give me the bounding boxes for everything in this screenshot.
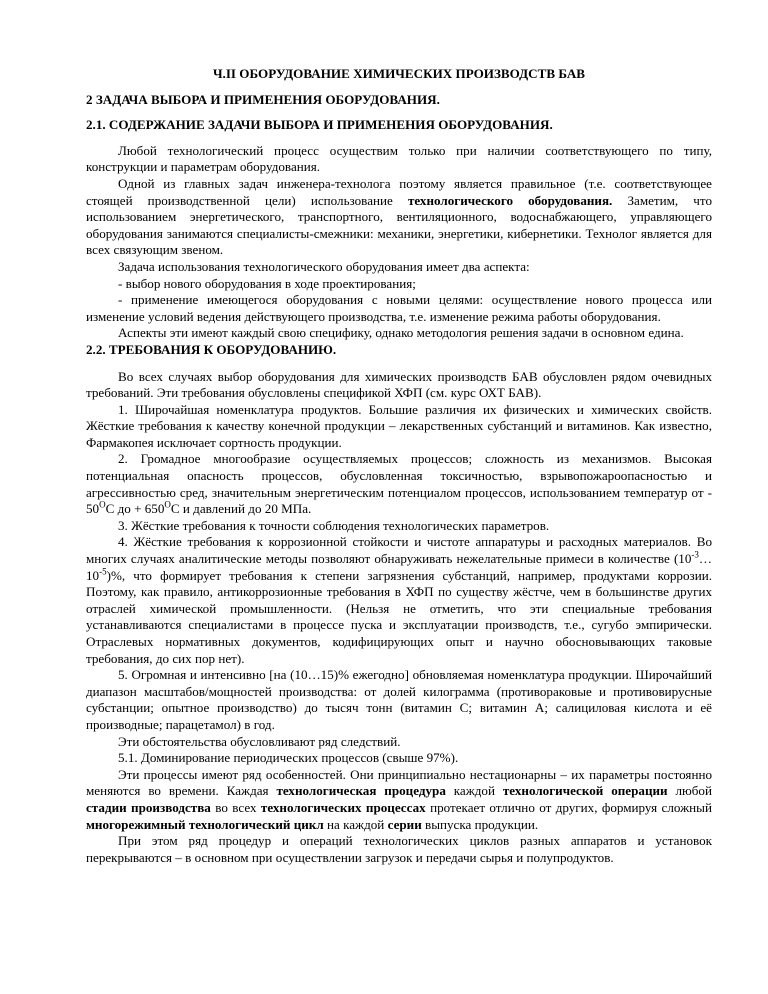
subsection-title-2-2: 2.2. ТРЕБОВАНИЯ К ОБОРУДОВАНИЮ. [86, 341, 337, 357]
bold-term: многорежимный технологический цикл [86, 816, 324, 832]
paragraph: Во всех случаях выбор оборудования для химических производств БАВ обусловлен рядом очевидных требований. Эти требования обусловлены спецификой ХФП (см. курс ОХТ БАВ). [86, 368, 712, 401]
list-item: - выбор нового оборудования в ходе проектирования; [118, 275, 416, 291]
superscript: -3 [691, 549, 699, 560]
text-run: во всех [210, 799, 261, 815]
bold-term: стадии производства [86, 799, 211, 815]
bold-term: технологического оборудования. [407, 192, 613, 208]
paragraph: 1. Широчайшая номенклатура продуктов. Большие различия их физических и химических свойств. Жёсткие требования к качеству конечной продукции – лекарственных субстанций и витаминов. Как известно, Фармакопея исключает сортность продукции. [86, 401, 712, 450]
text-run: С до + 650 [105, 501, 165, 517]
paragraph: Аспекты эти имеют каждый свою специфику, однако методология решения задачи в основном едина. [118, 325, 684, 341]
superscript: -5 [99, 566, 107, 577]
bold-term: технологическая процедура [276, 783, 446, 799]
text-run: Одной из главных задач инженера-технолога поэтому является правильное (т.е. соответствующее стоящей производственной цели) использование [86, 175, 712, 208]
chapter-title: Ч.II ОБОРУДОВАНИЕ ХИМИЧЕСКИХ ПРОИЗВОДСТВ БАВ [212, 66, 586, 81]
text-run: С и давлений до 20 МПа. [170, 501, 312, 517]
bold-term: технологической операции [502, 783, 668, 799]
text-run: )%, что формирует требования к степени загрязнения субстанций, например, продуктами коррозии. Поэтому, как правило, антикоррозионные требования в ХФП по существу жёстче, чем в большинстве других отраслей химической промышленности. (Нельзя не отметить, что эти специальные требования устанавливаются специалистами в процессе пуска и эксплуатации производств, т.е., сугубо эмпирически. Отраслевых нормативных документов, кодифицирующих опыт и научно обосновывающих таковые требования, до сих пор нет). [86, 567, 712, 666]
text-run: любой [667, 783, 712, 799]
paragraph [86, 176, 712, 259]
section-title: 2 ЗАДАЧА ВЫБОРА И ПРИМЕНЕНИЯ ОБОРУДОВАНИЯ. [86, 91, 440, 107]
text-run: 2. Громадное многообразие осуществляемых процессов; сложность из механизмов. Высокая потенциальная опасность процессов, обусловленная токсичностью, взрывопожароопасностью и агрессивностью сред, значительным энергетическим потенциалом процессов, использованием температур от - 50 [86, 451, 712, 517]
text-run: Эти процессы имеют ряд особенностей. Они принципиально нестационарны – их параметры постоянно меняются во времени. Каждая [86, 766, 712, 799]
list-item: - применение имеющегося оборудования с новыми целями: осуществление нового процесса или изменение условий ведения действующего производства, т.е. изменение режима работы оборудования. [86, 292, 712, 324]
paragraph [86, 767, 712, 833]
text-run: …10 [86, 551, 712, 583]
text-run: на каждой [323, 816, 388, 832]
bold-term: технологических процессах [260, 799, 426, 815]
text-run: протекает отлично от других, формируя сложный [425, 799, 712, 815]
paragraph [86, 451, 712, 517]
text-run: каждой [445, 783, 503, 799]
paragraph: При этом ряд процедур и операций технологических циклов разных аппаратов и установок перекрываются – в основном при осуществлении загрузок и передачи сырья и полупродуктов. [86, 833, 712, 865]
superscript: О [164, 499, 171, 510]
subsection-title-2-1: 2.1. СОДЕРЖАНИЕ ЗАДАЧИ ВЫБОРА И ПРИМЕНЕНИЯ ОБОРУДОВАНИЯ. [86, 117, 553, 133]
bold-term: серии [387, 816, 422, 832]
text-run: выпуска продукции. [421, 816, 539, 832]
paragraph: Любой технологический процесс осуществим только при наличии соответствующего по типу, конструкции и параметрам оборудования. [86, 142, 712, 175]
superscript: О [99, 499, 106, 510]
paragraph: 5.1. Доминирование периодических процессов (свыше 97%). [118, 750, 459, 766]
paragraph: Эти обстоятельства обусловливают ряд следствий. [118, 733, 401, 749]
paragraph: 3. Жёсткие требования к точности соблюдения технологических параметров. [118, 517, 550, 533]
paragraph: 5. Огромная и интенсивно [на (10…15)% ежегодно] обновляемая номенклатура продукции. Широчайший диапазон масштабов/мощностей производства: от долей килограмма (противораковые и противовирусные субстанции; опытное производство) до тысяч тонн (витамин С; витамин А; салициловая кислота и её производные; парацетамол) в год. [86, 667, 712, 732]
text-run: Заметим, что использованием энергетического, транспортного, вентиляционного, водоснабжающего, управляющего оборудования занимаются специалисты-смежники: механики, энергетики, кибернетики. Технолог является для всех связующим звеном. [86, 192, 712, 258]
text-run: 4. Жёсткие требования к коррозионной стойкости и чистоте аппаратуры и расходных материалов. Во многих случаях аналитические методы позволяют обнаруживать нежелательные примеси в количестве (10 [86, 534, 712, 567]
paragraph: Задача использования технологического оборудования имеет два аспекта: [118, 258, 530, 274]
paragraph [86, 534, 712, 667]
